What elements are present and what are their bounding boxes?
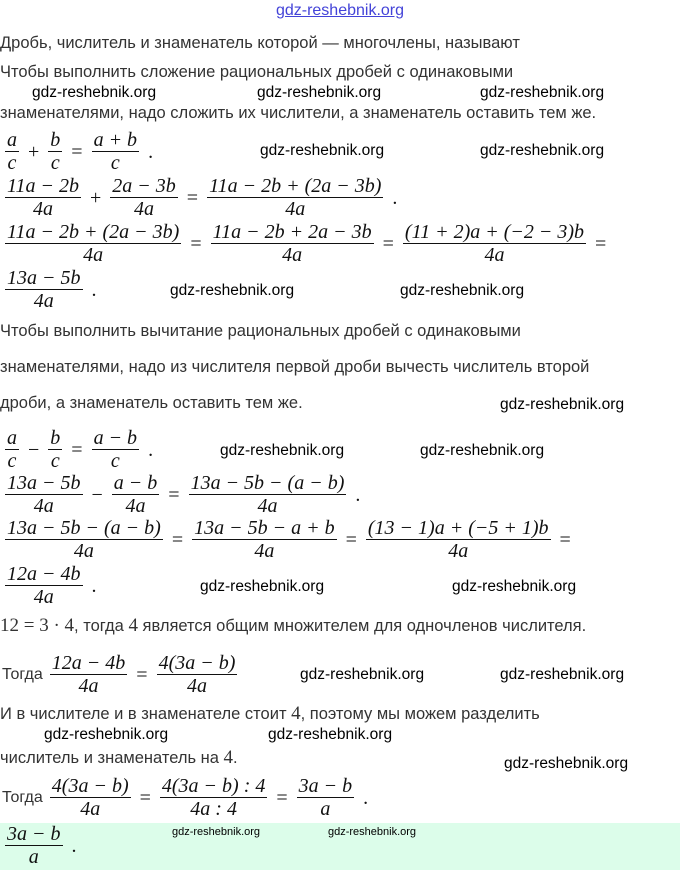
fraction xyxy=(48,130,62,174)
math-operator: . xyxy=(355,483,361,506)
fraction xyxy=(297,776,355,820)
denominator: 4a xyxy=(83,244,104,266)
text-span: числитель и знаменатель на xyxy=(0,749,224,767)
math-row xyxy=(2,473,366,517)
fraction xyxy=(50,776,131,820)
denominator: 4a xyxy=(78,675,99,697)
math-row xyxy=(2,776,374,820)
math-operator: = xyxy=(559,528,571,551)
denominator: 4a : 4 xyxy=(190,798,237,820)
numerator: 13a − 5b xyxy=(7,267,81,289)
denominator: a xyxy=(320,798,331,820)
math-inline: 12 = 3 · 4 xyxy=(0,615,75,636)
math-row xyxy=(2,653,240,697)
fraction xyxy=(189,473,347,517)
fraction xyxy=(5,518,163,562)
math-operator: = xyxy=(168,483,180,506)
denominator: 4a xyxy=(125,495,146,517)
math-inline: 4 xyxy=(291,703,301,724)
fraction xyxy=(5,824,63,868)
math-operator: . xyxy=(91,574,97,597)
fraction xyxy=(5,268,83,312)
fraction xyxy=(5,222,181,266)
watermark: gdz-reshebnik.org xyxy=(480,142,605,159)
math-operator: = xyxy=(71,140,83,163)
numerator: 3a − b xyxy=(298,775,353,797)
watermark: gdz-reshebnik.org xyxy=(172,826,261,838)
numerator: 2a − 3b xyxy=(112,175,176,197)
numerator: 13a − 5b − a + b xyxy=(194,517,335,539)
numerator: (11 + 2)a + (−2 − 3)b xyxy=(404,221,585,243)
denominator: 4a xyxy=(282,244,303,266)
denominator: 4a xyxy=(33,586,54,608)
math-operator: = xyxy=(345,528,357,551)
fraction xyxy=(157,653,238,697)
numerator: 12a − 4b xyxy=(7,563,81,585)
watermark: gdz-reshebnik.org xyxy=(170,282,295,299)
fraction xyxy=(366,518,551,562)
fraction xyxy=(92,130,140,174)
math-operator: = xyxy=(136,663,148,686)
math-row xyxy=(2,222,612,266)
paragraph xyxy=(0,748,238,768)
math-row xyxy=(2,130,159,174)
label-text: Тогда xyxy=(2,789,43,806)
math-row xyxy=(2,518,577,562)
denominator: a xyxy=(28,846,39,868)
fraction xyxy=(5,428,19,472)
math-operator: . xyxy=(363,786,369,809)
numerator: b xyxy=(50,129,61,151)
fraction xyxy=(207,176,383,220)
numerator: (13 − 1)a + (−5 + 1)b xyxy=(367,517,549,539)
fraction xyxy=(50,653,128,697)
fraction xyxy=(5,564,83,608)
paragraph: Чтобы выполнить сложение рациональных дробей с одинаковыми xyxy=(0,63,514,81)
watermark: gdz-reshebnik.org xyxy=(480,84,605,101)
watermark: gdz-reshebnik.org xyxy=(257,84,382,101)
math-operator: + xyxy=(90,186,102,209)
denominator: 4a xyxy=(33,198,53,220)
numerator: 13a − 5b − (a − b) xyxy=(190,472,345,494)
watermark: gdz-reshebnik.org xyxy=(452,578,577,595)
paragraph: знаменателями, надо из числителя первой дроби вычесть числитель второй xyxy=(0,358,590,376)
text-span: , поэтому мы можем разделить xyxy=(300,705,540,723)
denominator: 4a xyxy=(33,290,54,312)
numerator: a xyxy=(7,129,17,151)
numerator: a − b xyxy=(113,472,158,494)
watermark: gdz-reshebnik.org xyxy=(32,84,157,101)
denominator: 4a xyxy=(186,675,207,697)
math-operator: = xyxy=(171,528,184,551)
fraction xyxy=(160,776,267,820)
numerator: a xyxy=(7,427,17,449)
denominator: 4a xyxy=(134,198,155,220)
fraction xyxy=(211,222,374,266)
numerator: 4(3a − b) : 4 xyxy=(161,775,266,797)
math-row xyxy=(2,824,83,868)
paragraph: знаменателями, надо сложить их числители, а знаменатель оставить тем же. xyxy=(0,104,597,122)
watermark: gdz-reshebnik.org xyxy=(220,442,345,459)
fraction xyxy=(192,518,337,562)
denominator: 4a xyxy=(484,244,505,266)
paragraph: Чтобы выполнить вычитание рациональных дробей с одинаковыми xyxy=(0,322,521,340)
denominator: 4a xyxy=(448,540,469,562)
numerator: a + b xyxy=(93,129,138,151)
math-operator: . xyxy=(91,278,97,301)
denominator: c xyxy=(7,152,17,174)
text-span: , тогда xyxy=(74,617,129,635)
watermark: gdz-reshebnik.org xyxy=(300,666,425,683)
numerator: b xyxy=(50,427,61,449)
math-operator: . xyxy=(148,438,154,461)
numerator: 13a − 5b xyxy=(7,472,81,494)
math-operator: = xyxy=(595,232,607,255)
math-operator: = xyxy=(139,786,151,809)
fraction xyxy=(5,176,81,220)
math-operator: = xyxy=(71,438,83,461)
math-operator: − xyxy=(28,438,40,461)
denominator: 4a xyxy=(33,495,54,517)
math-operator: − xyxy=(91,483,103,506)
fraction xyxy=(5,473,83,517)
denominator: c xyxy=(50,152,60,174)
math-operator: = xyxy=(382,232,394,255)
math-operator: . xyxy=(71,834,77,857)
watermark: gdz-reshebnik.org xyxy=(504,755,629,772)
watermark: gdz-reshebnik.org xyxy=(268,726,393,743)
watermark: gdz-reshebnik.org xyxy=(328,826,417,838)
math-row xyxy=(2,176,403,220)
numerator: 11a − 2b xyxy=(7,175,80,197)
math-inline: 4 xyxy=(128,615,138,636)
math-operator: . xyxy=(392,186,398,209)
text-span: является общим множителем для одночленов числителя. xyxy=(137,617,587,635)
paragraph xyxy=(0,704,540,724)
watermark: gdz-reshebnik.org xyxy=(500,396,625,413)
denominator: 4a xyxy=(73,540,94,562)
denominator: c xyxy=(110,152,120,174)
watermark: gdz-reshebnik.org xyxy=(500,666,625,683)
denominator: c xyxy=(50,450,60,472)
fraction xyxy=(110,176,178,220)
math-operator: = xyxy=(190,232,202,255)
text-span: И в числителе и в знаменателе стоит xyxy=(0,705,292,723)
fraction xyxy=(48,428,62,472)
math-row xyxy=(2,268,103,312)
math-operator: = xyxy=(276,786,288,809)
math-operator: + xyxy=(28,140,40,163)
watermark: gdz-reshebnik.org xyxy=(400,282,525,299)
numerator: 3a − b xyxy=(7,823,61,845)
numerator: 12a − 4b xyxy=(51,652,126,674)
denominator: 4a xyxy=(80,798,101,820)
numerator: a − b xyxy=(93,427,138,449)
watermark: gdz-reshebnik.org xyxy=(44,726,169,743)
denominator: 4a xyxy=(285,198,306,220)
paragraph: дроби, а знаменатель оставить тем же. xyxy=(0,394,303,412)
paragraph: Дробь, числитель и знаменатель которой — многочлены, называют xyxy=(0,34,520,52)
math-row xyxy=(2,428,159,472)
numerator: 13a − 5b − (a − b) xyxy=(7,517,161,539)
numerator: 4(3a − b) xyxy=(158,652,236,674)
fraction xyxy=(403,222,586,266)
numerator: 11a − 2b + (2a − 3b) xyxy=(209,175,382,197)
watermark: gdz-reshebnik.org xyxy=(260,142,385,159)
paragraph xyxy=(0,616,586,636)
denominator: c xyxy=(7,450,17,472)
denominator: 4a xyxy=(257,495,278,517)
math-operator: . xyxy=(148,140,154,163)
fraction xyxy=(5,130,19,174)
text-span: . xyxy=(233,749,238,767)
numerator: 11a − 2b + 2a − 3b xyxy=(212,221,372,243)
math-inline: 4 xyxy=(223,747,233,768)
numerator: 4(3a − b) xyxy=(51,775,129,797)
label-text: Тогда xyxy=(2,666,43,683)
math-operator: = xyxy=(186,186,199,209)
numerator: 11a − 2b + (2a − 3b) xyxy=(7,221,180,243)
watermark: gdz-reshebnik.org xyxy=(420,442,545,459)
denominator: c xyxy=(110,450,120,472)
math-row xyxy=(2,564,103,608)
fraction xyxy=(92,428,140,472)
fraction xyxy=(112,473,160,517)
watermark: gdz-reshebnik.org xyxy=(200,578,325,595)
denominator: 4a xyxy=(254,540,275,562)
site-watermark-link[interactable]: gdz-reshebnik.org xyxy=(275,2,405,19)
